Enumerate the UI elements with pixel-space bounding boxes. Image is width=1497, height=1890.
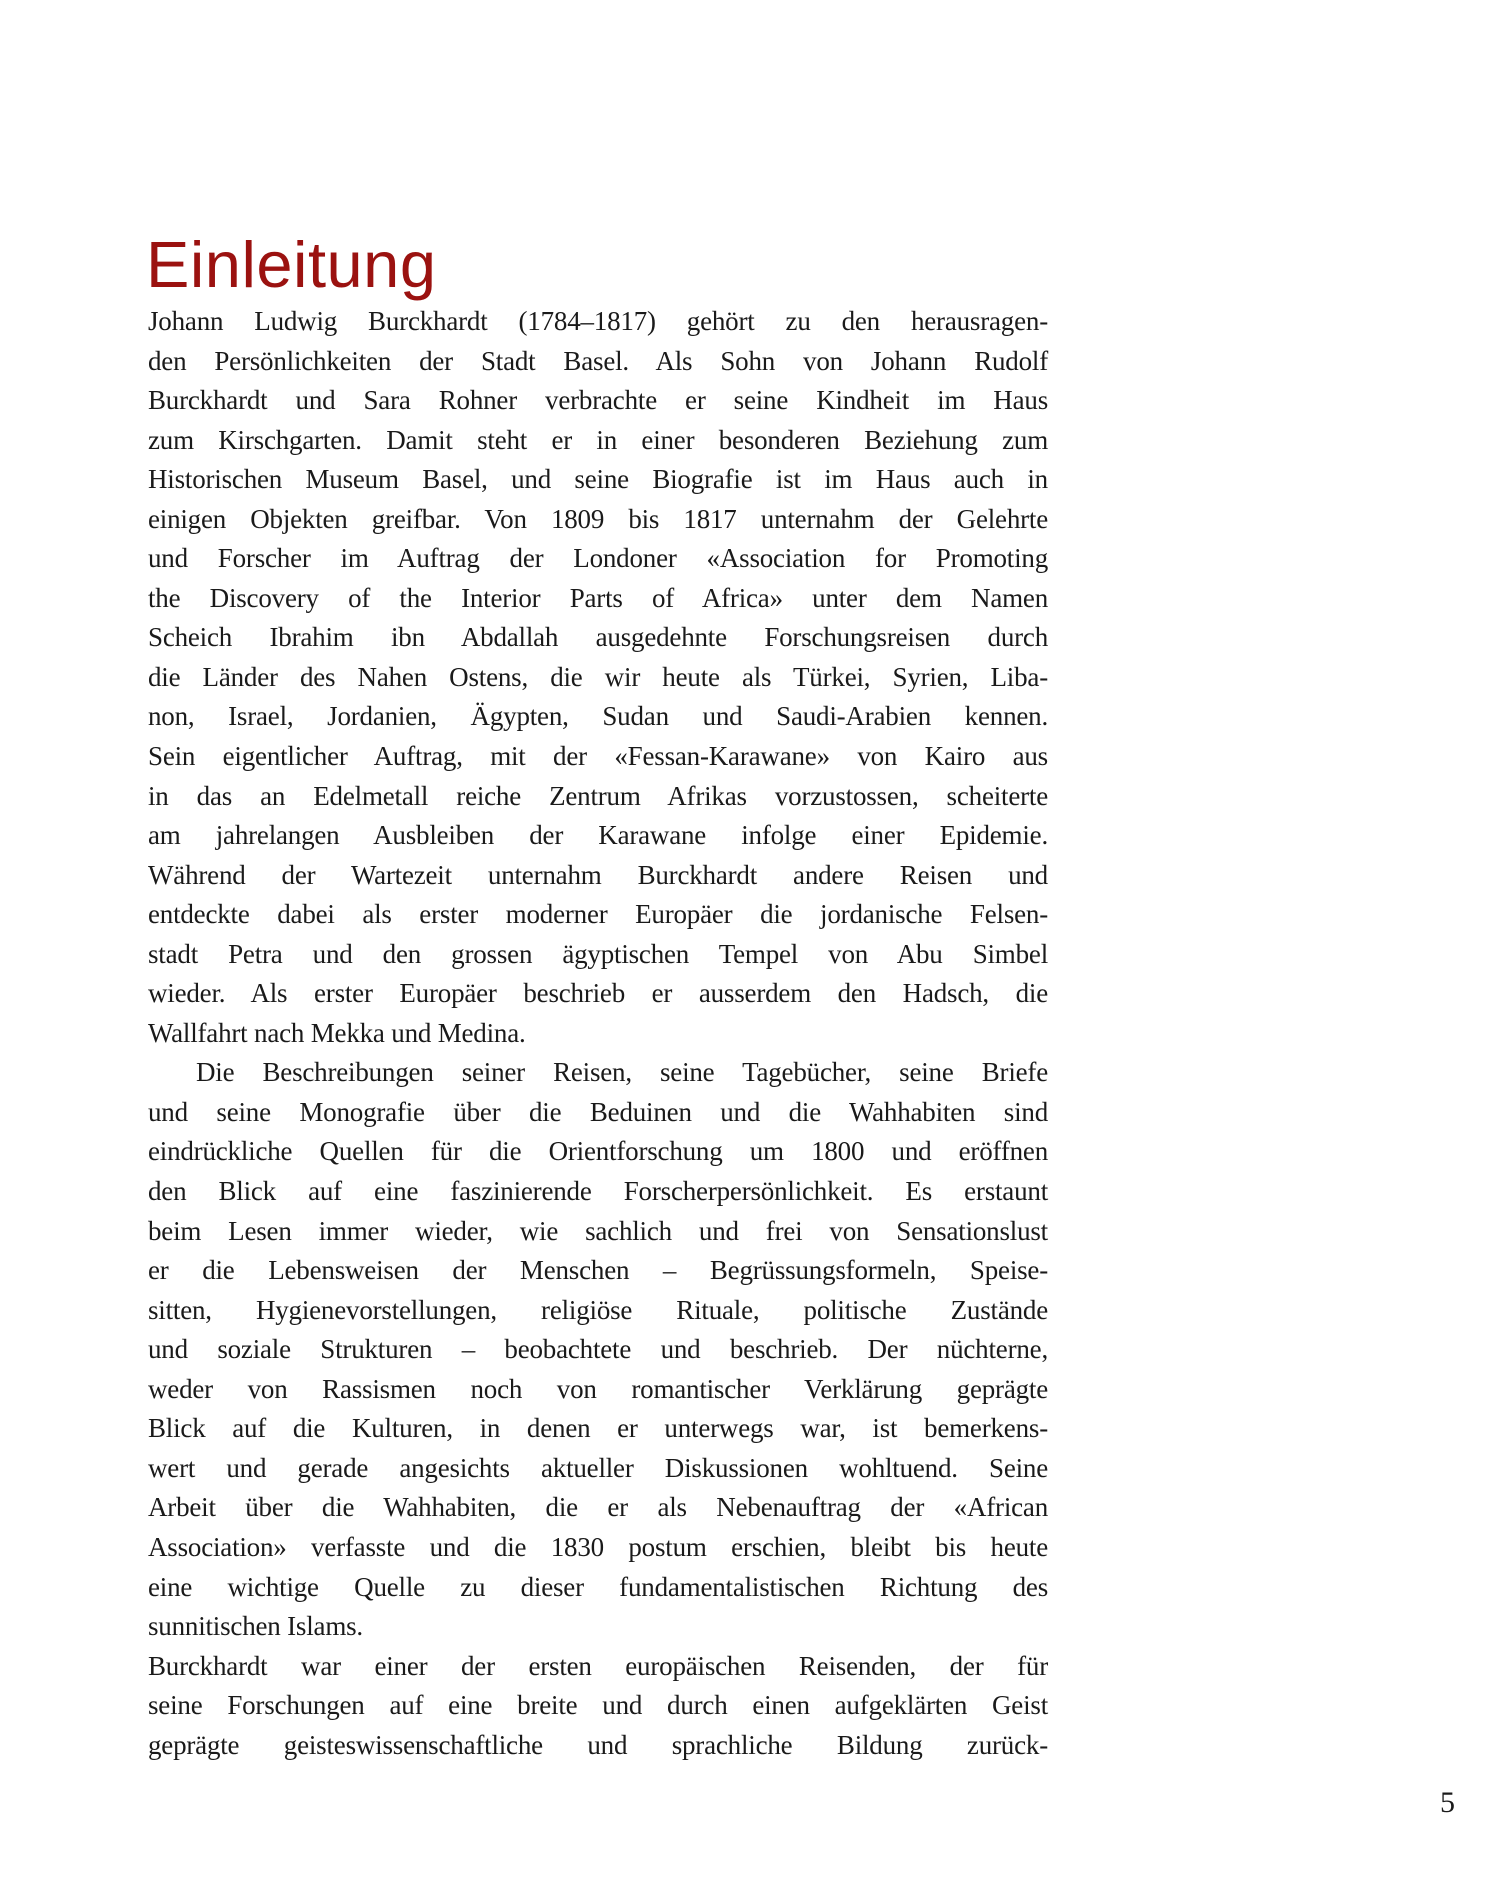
text-line: den Persönlichkeiten der Stadt Basel. Als Sohn von Johann Rudolf [148, 345, 1048, 376]
text-line: Burckhardt und Sara Rohner verbrachte er seine Kindheit im Haus [148, 385, 1048, 416]
text-line: stadt Petra und den grossen ägyptischen Tempel von Abu Simbel [148, 938, 1048, 969]
text-line: Während der Wartezeit unternahm Burckhardt andere Reisen und [148, 859, 1048, 890]
text-line: weder von Rassismen noch von romantischer Verklärung geprägte [148, 1373, 1048, 1404]
text-line: die Länder des Nahen Ostens, die wir heute als Türkei, Syrien, Liba- [148, 661, 1048, 692]
text-line: Sein eigentlicher Auftrag, mit der «Fessan-Karawane» von Kairo aus [148, 741, 1048, 772]
text-line: eine wichtige Quelle zu dieser fundamentalistischen Richtung des [148, 1571, 1048, 1602]
text-line: einigen Objekten greifbar. Von 1809 bis 1817 unternahm der Gelehrte [148, 503, 1048, 534]
text-line: sitten, Hygienevorstellungen, religiöse Rituale, politische Zustände [148, 1294, 1048, 1325]
text-line: wieder. Als erster Europäer beschrieb er ausserdem den Hadsch, die [148, 978, 1048, 1009]
text-line: the Discovery of the Interior Parts of Africa» unter dem Namen [148, 582, 1048, 613]
text-line: in das an Edelmetall reiche Zentrum Afrikas vorzustossen, scheiterte [148, 780, 1048, 811]
text-line: und seine Monografie über die Beduinen und die Wahhabiten sind [148, 1096, 1048, 1127]
text-line: beim Lesen immer wieder, wie sachlich und frei von Sensationslust [148, 1215, 1048, 1246]
page-number: 5 [1440, 1786, 1455, 1819]
text-line: Association» verfasste und die 1830 postum erschien, bleibt bis heute [148, 1531, 1048, 1562]
text-line: seine Forschungen auf eine breite und durch einen aufgeklärten Geist [148, 1690, 1048, 1721]
text-line: und soziale Strukturen – beobachtete und beschrieb. Der nüchterne, [148, 1334, 1048, 1365]
text-line: wert und gerade angesichts aktueller Diskussionen wohltuend. Seine [148, 1452, 1048, 1483]
text-line: Burckhardt war einer der ersten europäischen Reisenden, der für [148, 1650, 1048, 1681]
text-line: entdeckte dabei als erster moderner Europäer die jordanische Felsen- [148, 899, 1048, 930]
text-line: den Blick auf eine faszinierende Forscherpersönlichkeit. Es erstaunt [148, 1176, 1048, 1207]
text-line: non, Israel, Jordanien, Ägypten, Sudan und Saudi-Arabien kennen. [148, 701, 1048, 732]
text-line: sunnitischen Islams. [148, 1611, 363, 1642]
text-line: Die Beschreibungen seiner Reisen, seine Tagebücher, seine Briefe [196, 1057, 1048, 1088]
text-line: Arbeit über die Wahhabiten, die er als Nebenauftrag der «African [148, 1492, 1048, 1523]
text-line: er die Lebensweisen der Menschen – Begrüssungsformeln, Speise- [148, 1255, 1048, 1286]
text-line: Johann Ludwig Burckhardt (1784–1817) gehört zu den herausragen- [148, 306, 1048, 336]
text-line: Scheich Ibrahim ibn Abdallah ausgedehnte Forschungsreisen durch [148, 622, 1048, 653]
text-line: eindrückliche Quellen für die Orientforschung um 1800 und eröffnen [148, 1136, 1048, 1167]
text-line: am jahrelangen Ausbleiben der Karawane infolge einer Epidemie. [148, 820, 1048, 851]
text-line: Historischen Museum Basel, und seine Biografie ist im Haus auch in [148, 464, 1048, 495]
page-title: Einleitung [146, 227, 437, 301]
text-line: und Forscher im Auftrag der Londoner «Association for Promoting [148, 543, 1048, 574]
text-line: Wallfahrt nach Mekka und Medina. [148, 1017, 526, 1048]
body-text [148, 302, 1048, 1765]
text-line: zum Kirschgarten. Damit steht er in einer besonderen Beziehung zum [148, 424, 1048, 455]
text-line: Blick auf die Kulturen, in denen er unterwegs war, ist bemerkens- [148, 1413, 1048, 1444]
text-line: geprägte geisteswissenschaftliche und sprachliche Bildung zurück- [148, 1729, 1048, 1760]
